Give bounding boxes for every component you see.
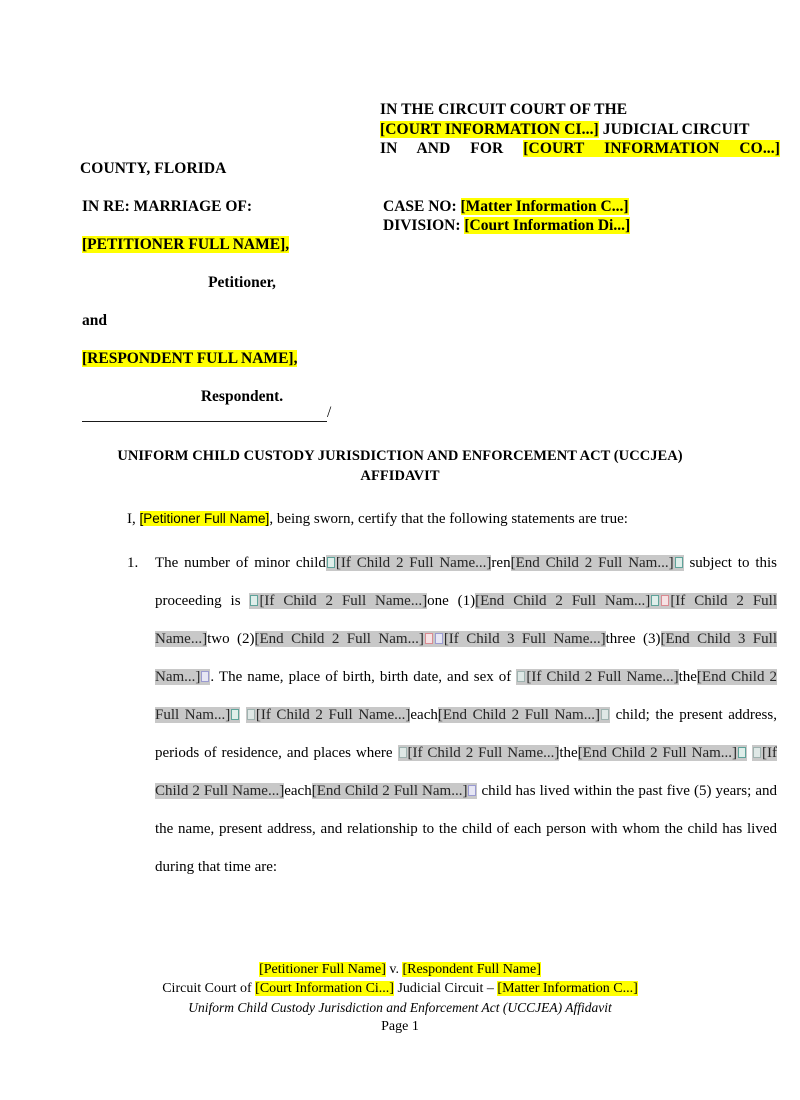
p1-field-group-7[interactable] bbox=[434, 631, 606, 647]
p1-field-group-2[interactable] bbox=[511, 555, 684, 571]
merge-field-token-icon bbox=[651, 595, 659, 606]
petitioner-role-line bbox=[82, 273, 342, 292]
page-footer bbox=[50, 960, 750, 1036]
court-header-line-3-prefix: IN AND FOR bbox=[380, 140, 504, 157]
p1-t1: The number of minor child bbox=[155, 555, 326, 571]
p1-field-group-11[interactable] bbox=[246, 707, 411, 723]
case-info-block bbox=[383, 197, 630, 235]
party-caption-block bbox=[82, 197, 342, 425]
footer-page-number: Page 1 bbox=[381, 1019, 419, 1034]
p1-f15: [If Child 2 Full Name...] bbox=[155, 745, 778, 799]
p1-t5: two (2) bbox=[207, 631, 255, 647]
petitioner-role-text: Petitioner, bbox=[208, 274, 276, 291]
petitioner-name-line bbox=[82, 235, 342, 254]
respondent-name-line bbox=[82, 349, 342, 368]
p1-t2: ren bbox=[491, 555, 511, 571]
division-line bbox=[383, 216, 630, 235]
division-label: DIVISION: bbox=[383, 217, 461, 234]
paragraph-1-text bbox=[155, 544, 777, 886]
p1-field-group-13[interactable] bbox=[398, 745, 560, 761]
p1-f3: [If Child 2 Full Name...] bbox=[259, 593, 428, 609]
p1-t10: child; the present address, periods of residence, and places where bbox=[155, 707, 777, 761]
p1-t3: subject to this proceeding is bbox=[155, 555, 777, 609]
p1-f1: [If Child 2 Full Name...] bbox=[335, 555, 492, 571]
footer-respondent-field[interactable]: [Respondent Full Name] bbox=[402, 962, 541, 977]
p1-t12: each bbox=[284, 783, 312, 799]
division-field[interactable]: [Court Information Di...] bbox=[464, 217, 631, 234]
p1-f13: [If Child 2 Full Name...] bbox=[407, 745, 560, 761]
p1-t11: the bbox=[559, 745, 578, 761]
document-title bbox=[90, 446, 710, 486]
merge-field-token-icon bbox=[675, 557, 683, 568]
p1-f5: [If Child 2 Full Name...] bbox=[155, 593, 778, 647]
merge-field-token-icon bbox=[601, 709, 609, 720]
footer-court-field[interactable]: [Court Information Ci...] bbox=[255, 981, 394, 996]
p1-t9: each bbox=[410, 707, 438, 723]
p1-t13: child has lived within the past five (5) years; and the name, present address, and relationship to the child of each person with whom the child has lived during that time are: bbox=[155, 783, 778, 875]
p1-field-group-14[interactable] bbox=[578, 745, 747, 761]
merge-field-token-icon bbox=[661, 595, 669, 606]
caption-divider-rule bbox=[82, 421, 327, 422]
p1-field-group-16[interactable] bbox=[312, 783, 478, 799]
merge-field-token-icon bbox=[753, 747, 761, 758]
p1-f16: [End Child 2 Full Nam...] bbox=[311, 783, 468, 799]
merge-field-token-icon bbox=[231, 709, 239, 720]
affidavit-intro bbox=[127, 509, 767, 529]
p1-f9: [If Child 2 Full Name...] bbox=[526, 669, 679, 685]
footer-court-line bbox=[50, 979, 750, 998]
p1-field-group-4[interactable] bbox=[475, 593, 660, 609]
court-header-line-2 bbox=[80, 120, 780, 140]
intro-petitioner-field[interactable]: [Petitioner Full Name] bbox=[139, 511, 270, 526]
merge-field-token-icon bbox=[250, 595, 258, 606]
respondent-role-text: Respondent. bbox=[200, 388, 284, 405]
p1-field-group-12[interactable] bbox=[438, 707, 610, 723]
case-no-label: CASE NO: bbox=[383, 198, 457, 215]
respondent-name-field[interactable]: [RESPONDENT FULL NAME], bbox=[82, 350, 298, 367]
paragraph-1-number: 1. bbox=[127, 555, 139, 571]
court-header-line-2-text: JUDICIAL CIRCUIT bbox=[602, 120, 750, 138]
in-re-text: IN RE: MARRIAGE OF: bbox=[82, 198, 253, 215]
footer-court-prefix: Circuit Court of bbox=[162, 981, 252, 996]
p1-f4: [End Child 2 Full Nam...] bbox=[475, 593, 651, 609]
court-header-line-1 bbox=[80, 100, 780, 120]
p1-t7: . The name, place of birth, birth date, and sex of bbox=[210, 669, 517, 685]
p1-field-group-6[interactable] bbox=[255, 631, 434, 647]
merge-field-token-icon bbox=[201, 671, 209, 682]
p1-t6: three (3) bbox=[605, 631, 661, 647]
p1-f10: [End Child 2 Full Nam...] bbox=[155, 669, 777, 723]
merge-field-token-icon bbox=[327, 557, 335, 568]
in-re-line bbox=[82, 197, 342, 216]
merge-field-token-icon bbox=[468, 785, 476, 796]
court-header-block bbox=[80, 100, 780, 178]
merge-field-token-icon bbox=[425, 633, 433, 644]
case-no-line bbox=[383, 197, 630, 216]
footer-petitioner-field[interactable]: [Petitioner Full Name] bbox=[259, 962, 386, 977]
p1-field-group-9[interactable] bbox=[516, 669, 678, 685]
merge-field-token-icon bbox=[435, 633, 443, 644]
intro-suffix: , being sworn, certify that the following statements are true: bbox=[269, 511, 628, 527]
court-county-field[interactable]: [COURT INFORMATION CO...] bbox=[523, 140, 781, 157]
caption-slash: / bbox=[327, 404, 332, 421]
footer-style-line bbox=[50, 960, 750, 979]
footer-document-title: Uniform Child Custody Jurisdiction and Enforcement Act (UCCJEA) Affidavit bbox=[188, 1000, 612, 1015]
merge-field-token-icon bbox=[738, 747, 746, 758]
p1-f7: [If Child 3 Full Name...] bbox=[443, 631, 606, 647]
footer-matter-field[interactable]: [Matter Information C...] bbox=[497, 981, 638, 996]
footer-versus: v. bbox=[389, 962, 399, 977]
merge-field-token-icon bbox=[399, 747, 407, 758]
footer-court-mid: Judicial Circuit – bbox=[397, 981, 494, 996]
p1-t8: the bbox=[678, 669, 697, 685]
case-no-field[interactable]: [Matter Information C...] bbox=[460, 198, 629, 215]
court-circuit-field[interactable]: [COURT INFORMATION CI...] bbox=[380, 120, 599, 138]
paragraph-1 bbox=[127, 544, 777, 886]
merge-field-token-icon bbox=[247, 709, 255, 720]
merge-field-token-icon bbox=[517, 671, 525, 682]
court-header-line-1-text: IN THE CIRCUIT COURT OF THE bbox=[380, 101, 628, 118]
intro-prefix: I, bbox=[127, 511, 136, 527]
p1-field-group-1[interactable] bbox=[326, 555, 492, 571]
p1-field-group-3[interactable] bbox=[249, 593, 427, 609]
p1-f11: [If Child 2 Full Name...] bbox=[255, 707, 411, 723]
p1-t4: one (1) bbox=[427, 593, 476, 609]
court-header-line-3 bbox=[80, 139, 780, 159]
respondent-role-line bbox=[82, 387, 342, 406]
and-line bbox=[82, 311, 342, 330]
p1-f14: [End Child 2 Full Nam...] bbox=[577, 745, 738, 761]
document-title-line-2: AFFIDAVIT bbox=[360, 468, 440, 484]
p1-f12: [End Child 2 Full Nam...] bbox=[437, 707, 600, 723]
court-header-line-4 bbox=[80, 159, 780, 179]
and-text: and bbox=[82, 312, 107, 329]
document-title-line-1: UNIFORM CHILD CUSTODY JURISDICTION AND ENFORCEMENT ACT (UCCJEA) bbox=[117, 448, 683, 464]
p1-f2: [End Child 2 Full Nam...] bbox=[510, 555, 674, 571]
p1-f6: [End Child 2 Full Nam...] bbox=[254, 631, 424, 647]
court-header-line-4-text: COUNTY, FLORIDA bbox=[80, 159, 227, 177]
p1-f8: [End Child 3 Full Nam...] bbox=[155, 631, 777, 685]
petitioner-name-field[interactable]: [PETITIONER FULL NAME], bbox=[82, 236, 290, 253]
